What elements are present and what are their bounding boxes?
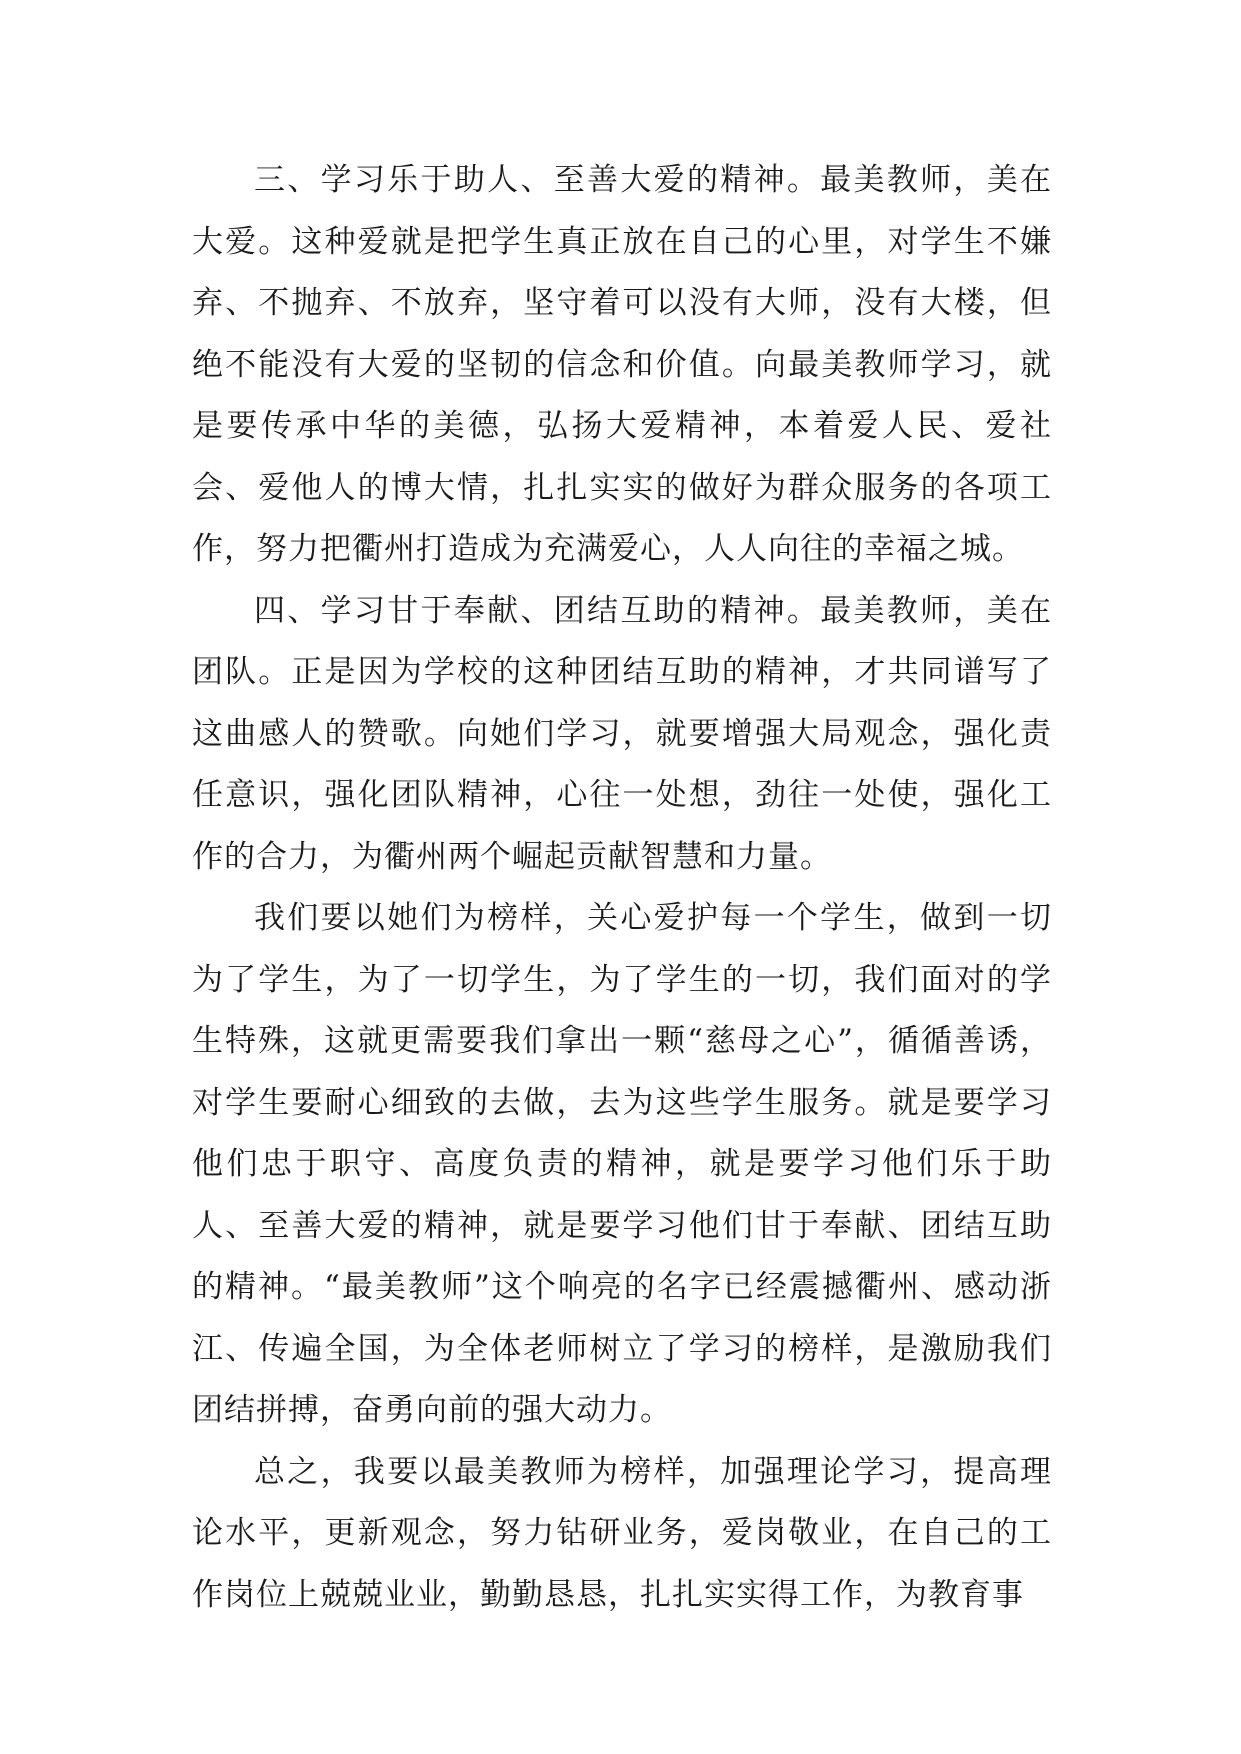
paragraph-conclusion: 总之，我要以最美教师为榜样，加强理论学习，提高理论水平，更新观念，努力钻研业务，爱岗敬业，在自己的工作岗位上兢兢业业，勤勤恳恳，扎扎实实得工作，为教育事 <box>192 1453 1052 1613</box>
paragraph-section-three: 三、学习乐于助人、至善大爱的精神。最美教师，美在大爱。这种爱就是把学生真正放在自己的心里，对学生不嫌弃、不抛弃、不放弃，坚守着可以没有大师，没有大楼，但绝不能没有大爱的坚韧的信念和价值。向最美教师学习，就是要传承中华的美德，弘扬大爱精神，本着爱人民、爱社会、爱他人的博大情，扎扎实实的做好为群众服务的各项工作，努力把衢州打造成为充满爱心，人人向往的幸福之城。 <box>192 162 1052 567</box>
document-body <box>192 150 1052 1626</box>
paragraph-role-model: 我们要以她们为榜样，关心爱护每一个学生，做到一切为了学生，为了一切学生，为了学生的一切，我们面对的学生特殊，这就更需要我们拿出一颗“慈母之心”，循循善诱，对学生要耐心细致的去做，去为这些学生服务。就是要学习他们忠于职守、高度负责的精神，就是要学习他们乐于助人、至善大爱的精神，就是要学习他们甘于奉献、团结互助的精神。“最美教师”这个响亮的名字已经震撼衢州、感动浙江、传遍全国，为全体老师树立了学习的榜样，是激励我们团结拼搏，奋勇向前的强大动力。 <box>192 900 1052 1428</box>
paragraph-section-four: 四、学习甘于奉献、团结互助的精神。最美教师，美在团队。正是因为学校的这种团结互助的精神，才共同谱写了这曲感人的赞歌。向她们学习，就要增强大局观念，强化责任意识，强化团队精神，心往一处想，劲往一处使，强化工作的合力，为衢州两个崛起贡献智慧和力量。 <box>192 592 1052 875</box>
